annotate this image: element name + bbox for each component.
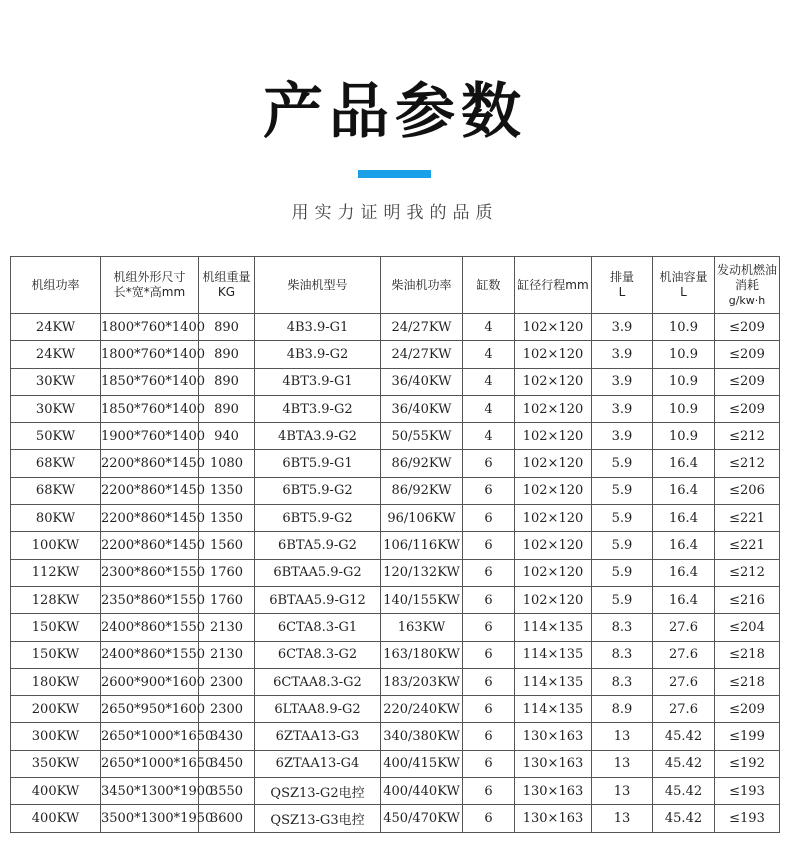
table-row [11, 586, 780, 613]
table-cell: 890 [199, 341, 255, 368]
table-cell: 1350 [199, 505, 255, 532]
table-cell: 3.9 [592, 395, 653, 422]
table-cell: 3450 [199, 750, 255, 777]
table-cell: 50/55KW [381, 423, 463, 450]
table-row [11, 395, 780, 422]
table-cell: ≤192 [715, 750, 780, 777]
table-cell: 114×135 [515, 696, 592, 723]
table-cell: 102×120 [515, 559, 592, 586]
table-cell: 114×135 [515, 668, 592, 695]
table-cell: 27.6 [653, 696, 715, 723]
table-cell: 45.42 [653, 723, 715, 750]
table-row [11, 805, 780, 832]
table-row [11, 750, 780, 777]
table-cell: 36/40KW [381, 368, 463, 395]
table-cell: ≤212 [715, 423, 780, 450]
table-cell: 3.9 [592, 423, 653, 450]
table-row [11, 423, 780, 450]
column-header-line: L [618, 285, 626, 299]
table-cell: 10.9 [653, 368, 715, 395]
table-cell: 180KW [11, 668, 101, 695]
table-cell: 2600*900*1600 [101, 668, 199, 695]
table-cell: 6 [463, 532, 515, 559]
table-cell: 1560 [199, 532, 255, 559]
table-cell: 350KW [11, 750, 101, 777]
table-cell: 890 [199, 368, 255, 395]
column-header-line: 缸数 [476, 277, 501, 292]
table-row [11, 668, 780, 695]
table-cell: 102×120 [515, 450, 592, 477]
table-cell: 4BT3.9-G2 [255, 395, 381, 422]
table-cell: 890 [199, 314, 255, 341]
table-cell: 3.9 [592, 314, 653, 341]
table-cell: 183/203KW [381, 668, 463, 695]
table-cell: 3550 [199, 778, 255, 805]
table-cell: ≤209 [715, 368, 780, 395]
table-cell: 2200*860*1450 [101, 532, 199, 559]
table-cell: 13 [592, 778, 653, 805]
table-cell: 1800*760*1400 [101, 341, 199, 368]
column-header [101, 257, 199, 314]
table-cell: 400/415KW [381, 750, 463, 777]
table-cell: 5.9 [592, 477, 653, 504]
table-cell: 130×163 [515, 778, 592, 805]
table-cell: 96/106KW [381, 505, 463, 532]
column-header [463, 257, 515, 314]
table-cell: 4B3.9-G2 [255, 341, 381, 368]
table-cell: ≤193 [715, 805, 780, 832]
table-cell: 102×120 [515, 477, 592, 504]
table-cell: 102×120 [515, 314, 592, 341]
table-row [11, 450, 780, 477]
table-cell: 2130 [199, 614, 255, 641]
table-cell: 10.9 [653, 314, 715, 341]
column-header-line: L [680, 285, 687, 299]
table-cell: 6 [463, 614, 515, 641]
table-cell: 6 [463, 559, 515, 586]
table-cell: ≤221 [715, 505, 780, 532]
table-cell: 340/380KW [381, 723, 463, 750]
table-cell: 27.6 [653, 614, 715, 641]
table-cell: 86/92KW [381, 477, 463, 504]
table-cell: 2650*1000*1650 [101, 750, 199, 777]
page-subtitle: 用实力证明我的品质 [291, 203, 499, 223]
table-cell: 163/180KW [381, 641, 463, 668]
column-header-line: 发动机燃油 [716, 262, 777, 277]
column-header [255, 257, 381, 314]
table-cell: QSZ13-G3电控 [255, 805, 381, 832]
table-cell: 6 [463, 805, 515, 832]
table-cell: 6CTA8.3-G1 [255, 614, 381, 641]
table-cell: 6 [463, 641, 515, 668]
table-cell: 68KW [11, 450, 101, 477]
table-cell: 100KW [11, 532, 101, 559]
table-cell: 3430 [199, 723, 255, 750]
table-cell: 890 [199, 395, 255, 422]
table-cell: 6CTAA8.3-G2 [255, 668, 381, 695]
table-cell: 6 [463, 450, 515, 477]
table-cell: 30KW [11, 395, 101, 422]
table-cell: 24KW [11, 341, 101, 368]
column-header [199, 257, 255, 314]
table-cell: ≤209 [715, 696, 780, 723]
table-cell: 1850*760*1400 [101, 368, 199, 395]
table-cell: 2200*860*1450 [101, 450, 199, 477]
column-header-line: 消耗 [734, 277, 759, 292]
table-cell: 1800*760*1400 [101, 314, 199, 341]
table-cell: ≤209 [715, 314, 780, 341]
table-cell: 163KW [381, 614, 463, 641]
table-cell: 10.9 [653, 341, 715, 368]
table-cell: 4 [463, 368, 515, 395]
table-cell: 2200*860*1450 [101, 505, 199, 532]
table-cell: 16.4 [653, 477, 715, 504]
table-cell: 27.6 [653, 668, 715, 695]
table-header-row [11, 257, 780, 314]
table-cell: 16.4 [653, 505, 715, 532]
table-row [11, 723, 780, 750]
table-cell: 3500*1300*1950 [101, 805, 199, 832]
column-header [515, 257, 592, 314]
column-header [653, 257, 715, 314]
table-cell: 102×120 [515, 341, 592, 368]
table-cell: 6BTAA5.9-G12 [255, 586, 381, 613]
table-cell: 6 [463, 668, 515, 695]
table-cell: 2130 [199, 641, 255, 668]
table-cell: 1080 [199, 450, 255, 477]
table-cell: 2300 [199, 696, 255, 723]
table-cell: 68KW [11, 477, 101, 504]
table-body [11, 314, 780, 833]
table-cell: 4 [463, 395, 515, 422]
table-row [11, 341, 780, 368]
table-row [11, 532, 780, 559]
title-accent-bar [358, 170, 431, 178]
table-cell: 1900*760*1400 [101, 423, 199, 450]
table-cell: ≤193 [715, 778, 780, 805]
table-cell: 6ZTAA13-G4 [255, 750, 381, 777]
table-cell: 6BTAA5.9-G2 [255, 559, 381, 586]
table-cell: 150KW [11, 641, 101, 668]
table-cell: ≤209 [715, 395, 780, 422]
table-cell: 102×120 [515, 395, 592, 422]
table-row [11, 477, 780, 504]
column-header-line: 机组外形尺寸 [113, 270, 186, 284]
table-cell: 1760 [199, 559, 255, 586]
table-cell: 4 [463, 423, 515, 450]
table-cell: 13 [592, 723, 653, 750]
table-cell: 130×163 [515, 723, 592, 750]
table-cell: ≤218 [715, 668, 780, 695]
table-cell: 6BT5.9-G2 [255, 477, 381, 504]
table-cell: 13 [592, 750, 653, 777]
column-header-line: 长*宽*高mm [113, 285, 186, 299]
column-header-line: 机油容量 [659, 270, 708, 284]
table-cell: 3450*1300*1900 [101, 778, 199, 805]
table-cell: 2200*860*1450 [101, 477, 199, 504]
table-cell: 2650*1000*1650 [101, 723, 199, 750]
column-header-line: g/kw·h [728, 293, 766, 307]
table-cell: 16.4 [653, 559, 715, 586]
table-cell: 102×120 [515, 505, 592, 532]
table-cell: 6 [463, 778, 515, 805]
table-cell: ≤199 [715, 723, 780, 750]
table-cell: 112KW [11, 559, 101, 586]
table-cell: 400KW [11, 805, 101, 832]
table-row [11, 696, 780, 723]
table-cell: 2650*950*1600 [101, 696, 199, 723]
table-row [11, 778, 780, 805]
table-cell: 5.9 [592, 559, 653, 586]
table-cell: 2300*860*1550 [101, 559, 199, 586]
column-header-line: KG [217, 285, 236, 299]
table-cell: 6ZTAA13-G3 [255, 723, 381, 750]
table-cell: 1760 [199, 586, 255, 613]
table-cell: 3.9 [592, 368, 653, 395]
table-cell: 45.42 [653, 805, 715, 832]
column-header-line: 机组功率 [31, 277, 80, 292]
table-cell: 24/27KW [381, 341, 463, 368]
table-cell: 6BT5.9-G1 [255, 450, 381, 477]
column-header [715, 257, 780, 314]
table-cell: 6CTA8.3-G2 [255, 641, 381, 668]
table-cell: ≤209 [715, 341, 780, 368]
table-cell: 2300 [199, 668, 255, 695]
table-cell: 4BT3.9-G1 [255, 368, 381, 395]
table-row [11, 314, 780, 341]
column-header [592, 257, 653, 314]
table-cell: 5.9 [592, 586, 653, 613]
table-cell: 114×135 [515, 614, 592, 641]
table-cell: 400/440KW [381, 778, 463, 805]
table-cell: ≤218 [715, 641, 780, 668]
table-cell: 30KW [11, 368, 101, 395]
table-cell: ≤212 [715, 450, 780, 477]
table-cell: ≤221 [715, 532, 780, 559]
table-cell: 5.9 [592, 532, 653, 559]
table-cell: 106/116KW [381, 532, 463, 559]
column-header [11, 257, 101, 314]
table-cell: 140/155KW [381, 586, 463, 613]
table-cell: 400KW [11, 778, 101, 805]
table-cell: 36/40KW [381, 395, 463, 422]
table-cell: 200KW [11, 696, 101, 723]
column-header-line: 缸径行程mm [517, 277, 589, 292]
table-cell: 10.9 [653, 395, 715, 422]
table-cell: QSZ13-G2电控 [255, 778, 381, 805]
table-cell: 102×120 [515, 586, 592, 613]
table-cell: 3600 [199, 805, 255, 832]
table-cell: 4B3.9-G1 [255, 314, 381, 341]
table-cell: 6BT5.9-G2 [255, 505, 381, 532]
table-cell: 150KW [11, 614, 101, 641]
table-cell: 1350 [199, 477, 255, 504]
table-cell: 6LTAA8.9-G2 [255, 696, 381, 723]
table-cell: 2400*860*1550 [101, 641, 199, 668]
table-cell: 102×120 [515, 532, 592, 559]
table-cell: 130×163 [515, 805, 592, 832]
table-cell: 8.3 [592, 668, 653, 695]
table-row [11, 641, 780, 668]
table-cell: ≤206 [715, 477, 780, 504]
column-header-line: 机组重量 [202, 270, 251, 284]
table-cell: 5.9 [592, 505, 653, 532]
table-cell: 86/92KW [381, 450, 463, 477]
column-header [381, 257, 463, 314]
table-cell: 450/470KW [381, 805, 463, 832]
table-row [11, 505, 780, 532]
table-cell: 6 [463, 586, 515, 613]
table-cell: 128KW [11, 586, 101, 613]
table-cell: 102×120 [515, 423, 592, 450]
table-cell: 3.9 [592, 341, 653, 368]
table-cell: 80KW [11, 505, 101, 532]
table-cell: 6 [463, 505, 515, 532]
table-cell: 16.4 [653, 586, 715, 613]
table-cell: 50KW [11, 423, 101, 450]
column-header-line: 柴油机功率 [391, 277, 452, 292]
table-cell: 4BTA3.9-G2 [255, 423, 381, 450]
table-cell: ≤216 [715, 586, 780, 613]
table-cell: 24KW [11, 314, 101, 341]
table-cell: 6BTA5.9-G2 [255, 532, 381, 559]
table-cell: 120/132KW [381, 559, 463, 586]
table-cell: 6 [463, 750, 515, 777]
table-cell: 8.3 [592, 614, 653, 641]
table-cell: 10.9 [653, 423, 715, 450]
table-cell: ≤204 [715, 614, 780, 641]
table-cell: 300KW [11, 723, 101, 750]
page-title: 产品参数 [263, 77, 527, 147]
table-cell: 940 [199, 423, 255, 450]
table-cell: ≤212 [715, 559, 780, 586]
table-cell: 4 [463, 314, 515, 341]
table-cell: 27.6 [653, 641, 715, 668]
table-cell: 6 [463, 696, 515, 723]
table-cell: 102×120 [515, 368, 592, 395]
table-cell: 16.4 [653, 532, 715, 559]
table-row [11, 368, 780, 395]
table-row [11, 614, 780, 641]
table-cell: 1850*760*1400 [101, 395, 199, 422]
table-cell: 114×135 [515, 641, 592, 668]
table-cell: 6 [463, 723, 515, 750]
table-cell: 2350*860*1550 [101, 586, 199, 613]
table-cell: 24/27KW [381, 314, 463, 341]
column-header-line: 柴油机型号 [287, 277, 348, 292]
spec-table [10, 256, 780, 833]
table-cell: 45.42 [653, 750, 715, 777]
column-header-line: 排量 [609, 270, 634, 284]
table-cell: 8.9 [592, 696, 653, 723]
table-cell: 6 [463, 477, 515, 504]
table-cell: 2400*860*1550 [101, 614, 199, 641]
table-cell: 8.3 [592, 641, 653, 668]
table-cell: 13 [592, 805, 653, 832]
table-cell: 4 [463, 341, 515, 368]
table-row [11, 559, 780, 586]
table-cell: 16.4 [653, 450, 715, 477]
table-cell: 45.42 [653, 778, 715, 805]
table-cell: 130×163 [515, 750, 592, 777]
table-cell: 5.9 [592, 450, 653, 477]
table-cell: 220/240KW [381, 696, 463, 723]
